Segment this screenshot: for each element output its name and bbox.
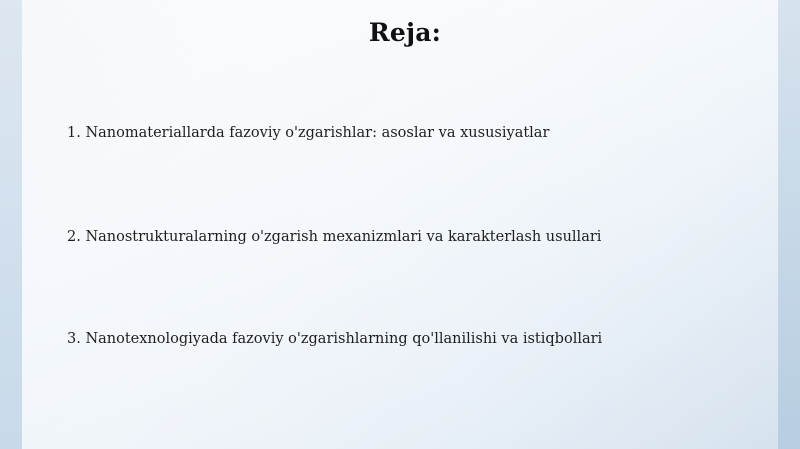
plan-item-1: 1. Nanomateriallarda fazoviy o'zgarishlar: asoslar va xususiyatlar [67,125,550,141]
slide-right-edge [778,0,800,449]
slide-title: Reja: [368,18,442,47]
slide-content-panel [22,0,778,449]
slide-left-edge [0,0,22,449]
plan-item-2: 2. Nanostrukturalarning o'zgarish mexanizmlari va karakterlash usullari [67,229,602,245]
plan-item-3: 3. Nanotexnologiyada fazoviy o'zgarishlarning qo'llanilishi va istiqbollari [67,331,603,347]
